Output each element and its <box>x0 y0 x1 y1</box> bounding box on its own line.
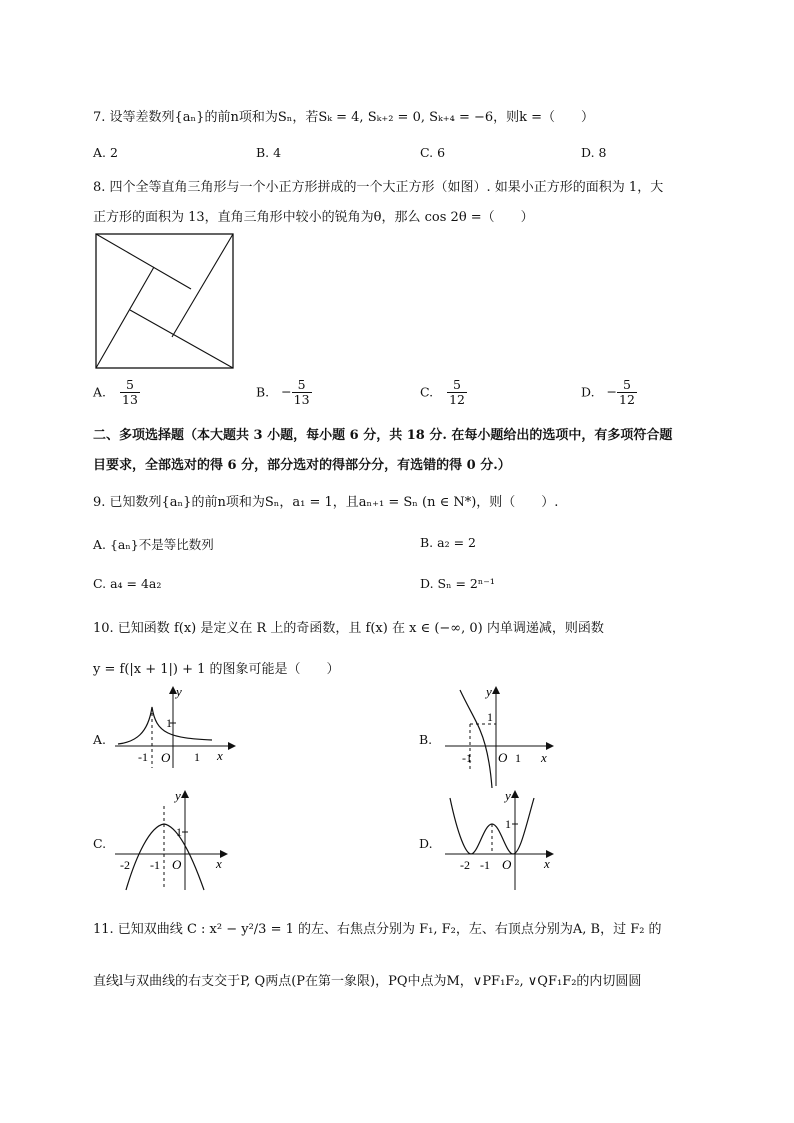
x-one-label: 1 <box>515 751 521 765</box>
q11-stem-line2: 直线l与双曲线的右支交于P, Q两点(P在第一象限)，PQ中点为M，∨PF₁F₂, ∨QF₁F₂的内切圆圆 <box>93 974 642 989</box>
q10-stem-line2: y = f(|x + 1|) + 1 的图象可能是（ ） <box>93 662 340 677</box>
parabola <box>126 824 204 890</box>
q9-stem: 9. 已知数列{aₙ}的前n项和为Sₙ，a₁ = 1，且aₙ₊₁ = Sₙ (n ∈ N*)，则（ ）. <box>93 495 559 510</box>
origin-label: O <box>161 750 171 765</box>
q10-stem-line1: 10. 已知函数 f(x) 是定义在 R 上的奇函数，且 f(x) 在 x ∈ (−∞, 0) 内单调递减，则函数 <box>93 621 604 636</box>
curve <box>460 690 492 788</box>
one-label: 1 <box>166 716 172 730</box>
y-label: y <box>505 788 511 803</box>
graph-a <box>110 682 240 772</box>
x-axis-arrow <box>228 742 236 750</box>
y-label: y <box>176 684 182 699</box>
origin-label: O <box>502 857 512 872</box>
q7-stem: 7. 设等差数列{aₙ}的前n项和为Sₙ，若Sₖ = 4, Sₖ₊₂ = 0, Sₖ₊₄ = −6，则k =（ ） <box>93 110 595 125</box>
q10-option-c-label: C. <box>93 836 107 851</box>
neg2-label: -2 <box>120 858 130 872</box>
q9-option-c: C. a₄ = 4a₂ <box>93 576 162 591</box>
origin-label: O <box>172 857 182 872</box>
q10-option-b-label: B. <box>419 732 433 747</box>
triangle-edge-2 <box>172 234 233 337</box>
one-label: 1 <box>505 817 511 831</box>
one-label: 1 <box>176 825 182 839</box>
y-label: y <box>486 684 492 699</box>
x-label: x <box>216 856 222 871</box>
section2-heading-line1: 二、多项选择题（本大题共 3 小题，每小题 6 分，共 18 分. 在每小题给出的选项中，有多项符合题 <box>93 428 673 443</box>
y-axis-arrow <box>492 686 500 694</box>
q8-option-a: A. $\frac{5}{13}$ <box>93 377 138 408</box>
graph-d <box>440 786 565 896</box>
q7-option-a: A. 2 <box>93 145 118 160</box>
big-square <box>96 234 233 368</box>
y-label: y <box>175 788 181 803</box>
graph-b <box>440 682 560 792</box>
curve <box>118 707 212 744</box>
q8-option-b: B. − $\frac{5}{13}$ <box>256 377 310 408</box>
q11-stem-line1: 11. 已知双曲线 C : x² − y²/3 = 1 的左、右焦点分别为 F₁, F₂，左、右顶点分别为A, B，过 F₂ 的 <box>93 922 662 937</box>
pinwheel-square-figure <box>95 233 235 371</box>
section2-heading-line2: 目要求，全部选对的得 6 分，部分选对的得部分分，有选错的得 0 分.） <box>93 458 511 473</box>
q8-stem-line1: 8. 四个全等直角三角形与一个小正方形拼成的一个大正方形（如图）. 如果小正方形的面积为 1，大 <box>93 180 664 195</box>
q7-option-c: C. 6 <box>420 145 446 160</box>
triangle-edge-3 <box>130 310 233 368</box>
q8-stem-line2: 正方形的面积为 13，直角三角形中较小的锐角为θ，那么 cos 2θ =（ ） <box>93 210 534 225</box>
q7-option-b: B. 4 <box>256 145 282 160</box>
neg1-label: -1 <box>462 751 472 765</box>
triangle-edge-1 <box>96 234 191 289</box>
neg2-label: -2 <box>460 858 470 872</box>
q8-option-c: C. $\frac{5}{12}$ <box>420 377 465 408</box>
one-label: 1 <box>487 710 493 724</box>
neg1-label: -1 <box>480 858 490 872</box>
x-label: x <box>541 750 547 765</box>
x-one-label: 1 <box>194 750 200 764</box>
triangle-edge-4 <box>96 267 154 368</box>
origin-label: O <box>498 750 508 765</box>
x-label: x <box>544 856 550 871</box>
q9-option-d: D. Sₙ = 2ⁿ⁻¹ <box>420 576 495 591</box>
q8-option-d: D. − $\frac{5}{12}$ <box>581 377 635 408</box>
q10-option-d-label: D. <box>419 836 433 851</box>
x-axis-arrow <box>546 742 554 750</box>
neg1-label: -1 <box>150 858 160 872</box>
x-label: x <box>217 748 223 763</box>
q10-option-a-label: A. <box>93 732 107 747</box>
graph-c <box>110 786 240 896</box>
q9-option-b: B. a₂ = 2 <box>420 535 476 550</box>
y-axis-arrow <box>181 790 189 798</box>
q7-option-d: D. 8 <box>581 145 607 160</box>
y-axis-arrow <box>511 790 519 798</box>
neg1-label: -1 <box>138 750 148 764</box>
q9-option-a: A. {aₙ}不是等比数列 <box>93 537 214 552</box>
